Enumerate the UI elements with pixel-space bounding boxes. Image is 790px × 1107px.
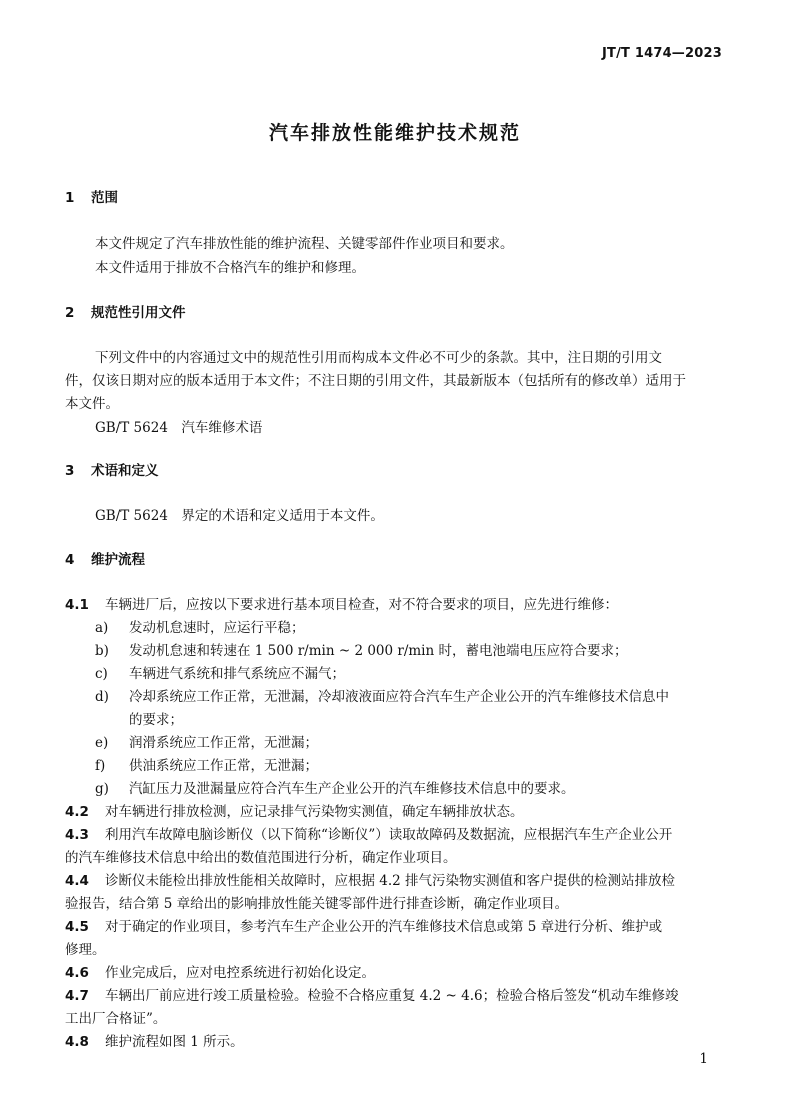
paragraph-line: 件，仅该日期对应的版本适用于本文件；不注日期的引用文件，其最新版本（包括所有的修改单）适用于 xyxy=(65,373,686,389)
list-item-text: 润滑系统应工作正常，无泄漏； xyxy=(129,735,318,751)
clause-text: 作业完成后，应对电控系统进行初始化设定。 xyxy=(105,965,375,981)
section-number: 2 xyxy=(65,305,75,321)
clause-text: 利用汽车故障电脑诊断仪（以下简称“诊断仪”）读取故障码及数据流，应根据汽车生产企业公开 xyxy=(105,827,673,843)
clause-text-line: 的汽车维修技术信息中给出的数值范围进行分析，确定作业项目。 xyxy=(65,850,457,866)
list-marker: e) xyxy=(95,735,109,751)
clause-text: 维护流程如图 1 所示。 xyxy=(105,1034,244,1050)
clause-4-7 xyxy=(65,984,679,1004)
list-item xyxy=(95,777,575,797)
list-item-text: 供油系统应工作正常，无泄漏； xyxy=(129,758,318,774)
list-item-text: 汽缸压力及泄漏量应符合汽车生产企业公开的汽车维修技术信息中的要求。 xyxy=(129,781,575,797)
clause-text: 车辆进厂后，应按以下要求进行基本项目检查，对不符合要求的项目，应先进行维修： xyxy=(105,597,618,613)
list-item xyxy=(95,639,627,659)
clause-text: 对车辆进行排放检测，应记录排气污染物实测值，确定车辆排放状态。 xyxy=(105,804,524,820)
normative-reference: GB/T 5624 汽车维修术语 xyxy=(95,420,263,436)
clause-4-1 xyxy=(65,593,618,613)
clause-4-6 xyxy=(65,961,375,981)
paragraph-line: 本文件。 xyxy=(65,396,119,412)
clause-text-line: 工出厂合格证”。 xyxy=(65,1011,167,1027)
list-item xyxy=(95,616,305,636)
clause-4-3 xyxy=(65,823,672,843)
section-title: 范围 xyxy=(91,190,118,206)
section-number: 3 xyxy=(65,463,75,479)
clause-text: 诊断仪未能检出排放性能相关故障时，应根据 4.2 排气污染物实测值和客户提供的检测站排放检 xyxy=(105,873,676,889)
clause-number: 4.4 xyxy=(65,873,89,889)
clause-number: 4.1 xyxy=(65,597,89,613)
section-heading-4 xyxy=(65,548,145,568)
list-marker: a) xyxy=(95,620,109,636)
paragraph: 本文件规定了汽车排放性能的维护流程、关键零部件作业项目和要求。 xyxy=(95,236,514,252)
list-marker: f) xyxy=(95,758,106,774)
section-title: 术语和定义 xyxy=(91,463,159,479)
list-item-text: 车辆进气系统和排气系统应不漏气； xyxy=(129,666,345,682)
list-item xyxy=(95,662,345,682)
section-heading-1 xyxy=(65,186,118,206)
clause-number: 4.3 xyxy=(65,827,89,843)
section-number: 1 xyxy=(65,190,75,206)
section-title: 维护流程 xyxy=(91,552,145,568)
clause-text: 对于确定的作业项目，参考汽车生产企业公开的汽车维修技术信息或第 5 章进行分析、维护或 xyxy=(105,919,663,935)
clause-4-5 xyxy=(65,915,662,935)
clause-number: 4.2 xyxy=(65,804,89,820)
clause-4-8 xyxy=(65,1030,244,1050)
paragraph-line: 下列文件中的内容通过文中的规范性引用而构成本文件必不可少的条款。其中，注日期的引用文 xyxy=(95,350,662,366)
document-code: JT/T 1474—2023 xyxy=(601,46,722,61)
clause-4-2 xyxy=(65,800,524,820)
section-heading-2 xyxy=(65,301,186,321)
list-item-continuation: 的要求； xyxy=(129,712,183,728)
clause-number: 4.7 xyxy=(65,988,89,1004)
list-marker: g) xyxy=(95,781,109,797)
list-item xyxy=(95,685,669,705)
list-marker: c) xyxy=(95,666,108,682)
clause-text-line: 修理。 xyxy=(65,942,106,958)
list-item-text: 冷却系统应工作正常，无泄漏，冷却液液面应符合汽车生产企业公开的汽车维修技术信息中 xyxy=(129,689,669,705)
section-title: 规范性引用文件 xyxy=(91,305,186,321)
clause-number: 4.8 xyxy=(65,1034,89,1050)
list-marker: d) xyxy=(95,689,109,705)
clause-text-line: 验报告，结合第 5 章给出的影响排放性能关键零部件进行排查诊断，确定作业项目。 xyxy=(65,896,569,912)
document-title: 汽车排放性能维护技术规范 xyxy=(268,122,521,144)
list-marker: b) xyxy=(95,643,109,659)
list-item-text: 发动机怠速时，应运行平稳； xyxy=(129,620,305,636)
list-item-text: 发动机怠速和转速在 1 500 r/min ~ 2 000 r/min 时，蓄电池端电压应符合要求； xyxy=(129,643,628,659)
clause-text: 车辆出厂前应进行竣工质量检验。检验不合格应重复 4.2 ~ 4.6；检验合格后签发“机动车维修竣 xyxy=(105,988,679,1004)
page-number: 1 xyxy=(699,1051,708,1067)
list-item xyxy=(95,731,318,751)
list-item xyxy=(95,754,318,774)
clause-number: 4.6 xyxy=(65,965,89,981)
clause-number: 4.5 xyxy=(65,919,89,935)
paragraph: GB/T 5624 界定的术语和定义适用于本文件。 xyxy=(95,508,384,524)
section-number: 4 xyxy=(65,552,75,568)
clause-4-4 xyxy=(65,869,675,889)
paragraph: 本文件适用于排放不合格汽车的维护和修理。 xyxy=(95,260,365,276)
section-heading-3 xyxy=(65,459,159,479)
